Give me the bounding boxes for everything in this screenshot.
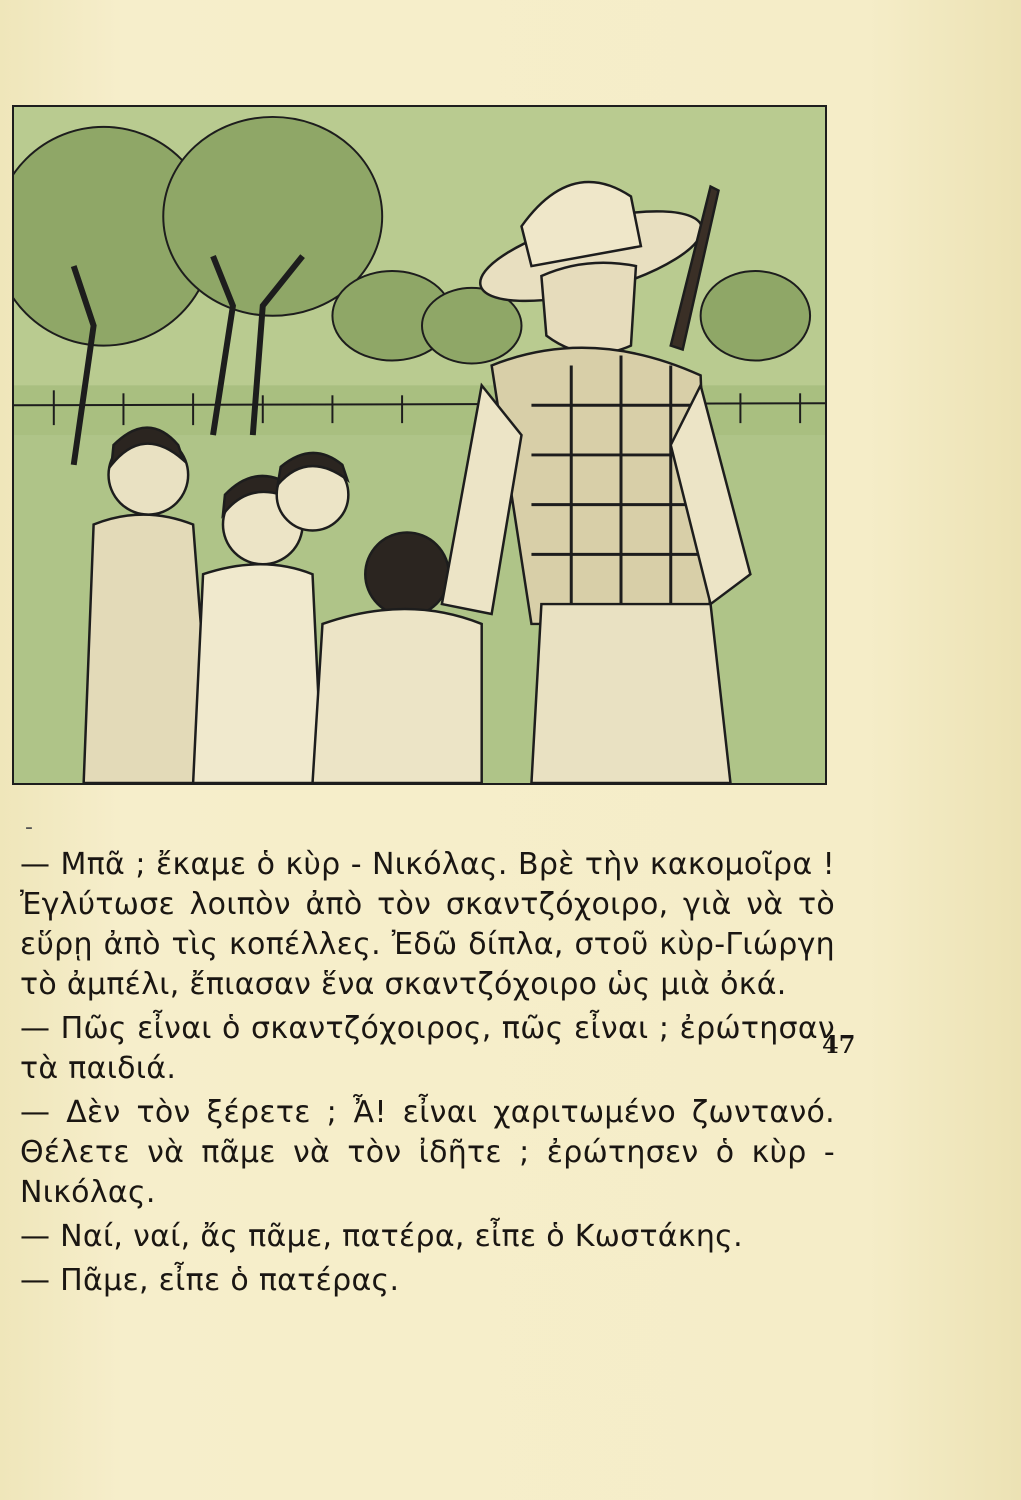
stray-mark: - — [25, 815, 33, 840]
paragraph-4: — Ναί, ναί, ἄς πᾶμε, πατέρα, εἶπε ὁ Κωστάκης. — [20, 1219, 743, 1254]
paragraph-2: — Πῶς εἶναι ὁ σκαντζόχοιρος, πῶς εἶναι ; ἐρώτησαν τὰ παιδιά. — [20, 1011, 835, 1086]
page-number: 47 — [822, 1030, 856, 1059]
paragraph-3: — Δὲν τὸν ξέρετε ; Ἆ! εἶναι χαριτωμένο ζωντανό. Θέλετε νὰ πᾶμε νὰ τὸν ἰδῆτε ; ἐρώτησεν ὁ κὺρ - Νικόλας. — [20, 1095, 835, 1210]
paragraph-1: — Μπᾶ ; ἔκαμε ὁ κὺρ - Νικόλας. Βρὲ τὴν κακομοῖρα ! Ἐγλύτωσε λοιπὸν ἀπὸ τὸν σκαντζόχοιρο, γιὰ νὰ τὸ εὕρῃ ἀπὸ τὶς κοπέλλες. Ἐδῶ δίπλα, στοῦ κὺρ-Γιώργη τὸ ἀμπέλι, ἔπιασαν ἕνα σκαντζόχοιρο ὡς μιὰ ὀκά. — [20, 847, 835, 1002]
illustration-farmer-and-children-icon — [14, 107, 825, 783]
paragraph-5: — Πᾶμε, εἶπε ὁ πατέρας. — [20, 1263, 400, 1298]
story-illustration — [12, 105, 827, 785]
story-text — [20, 845, 835, 1301]
